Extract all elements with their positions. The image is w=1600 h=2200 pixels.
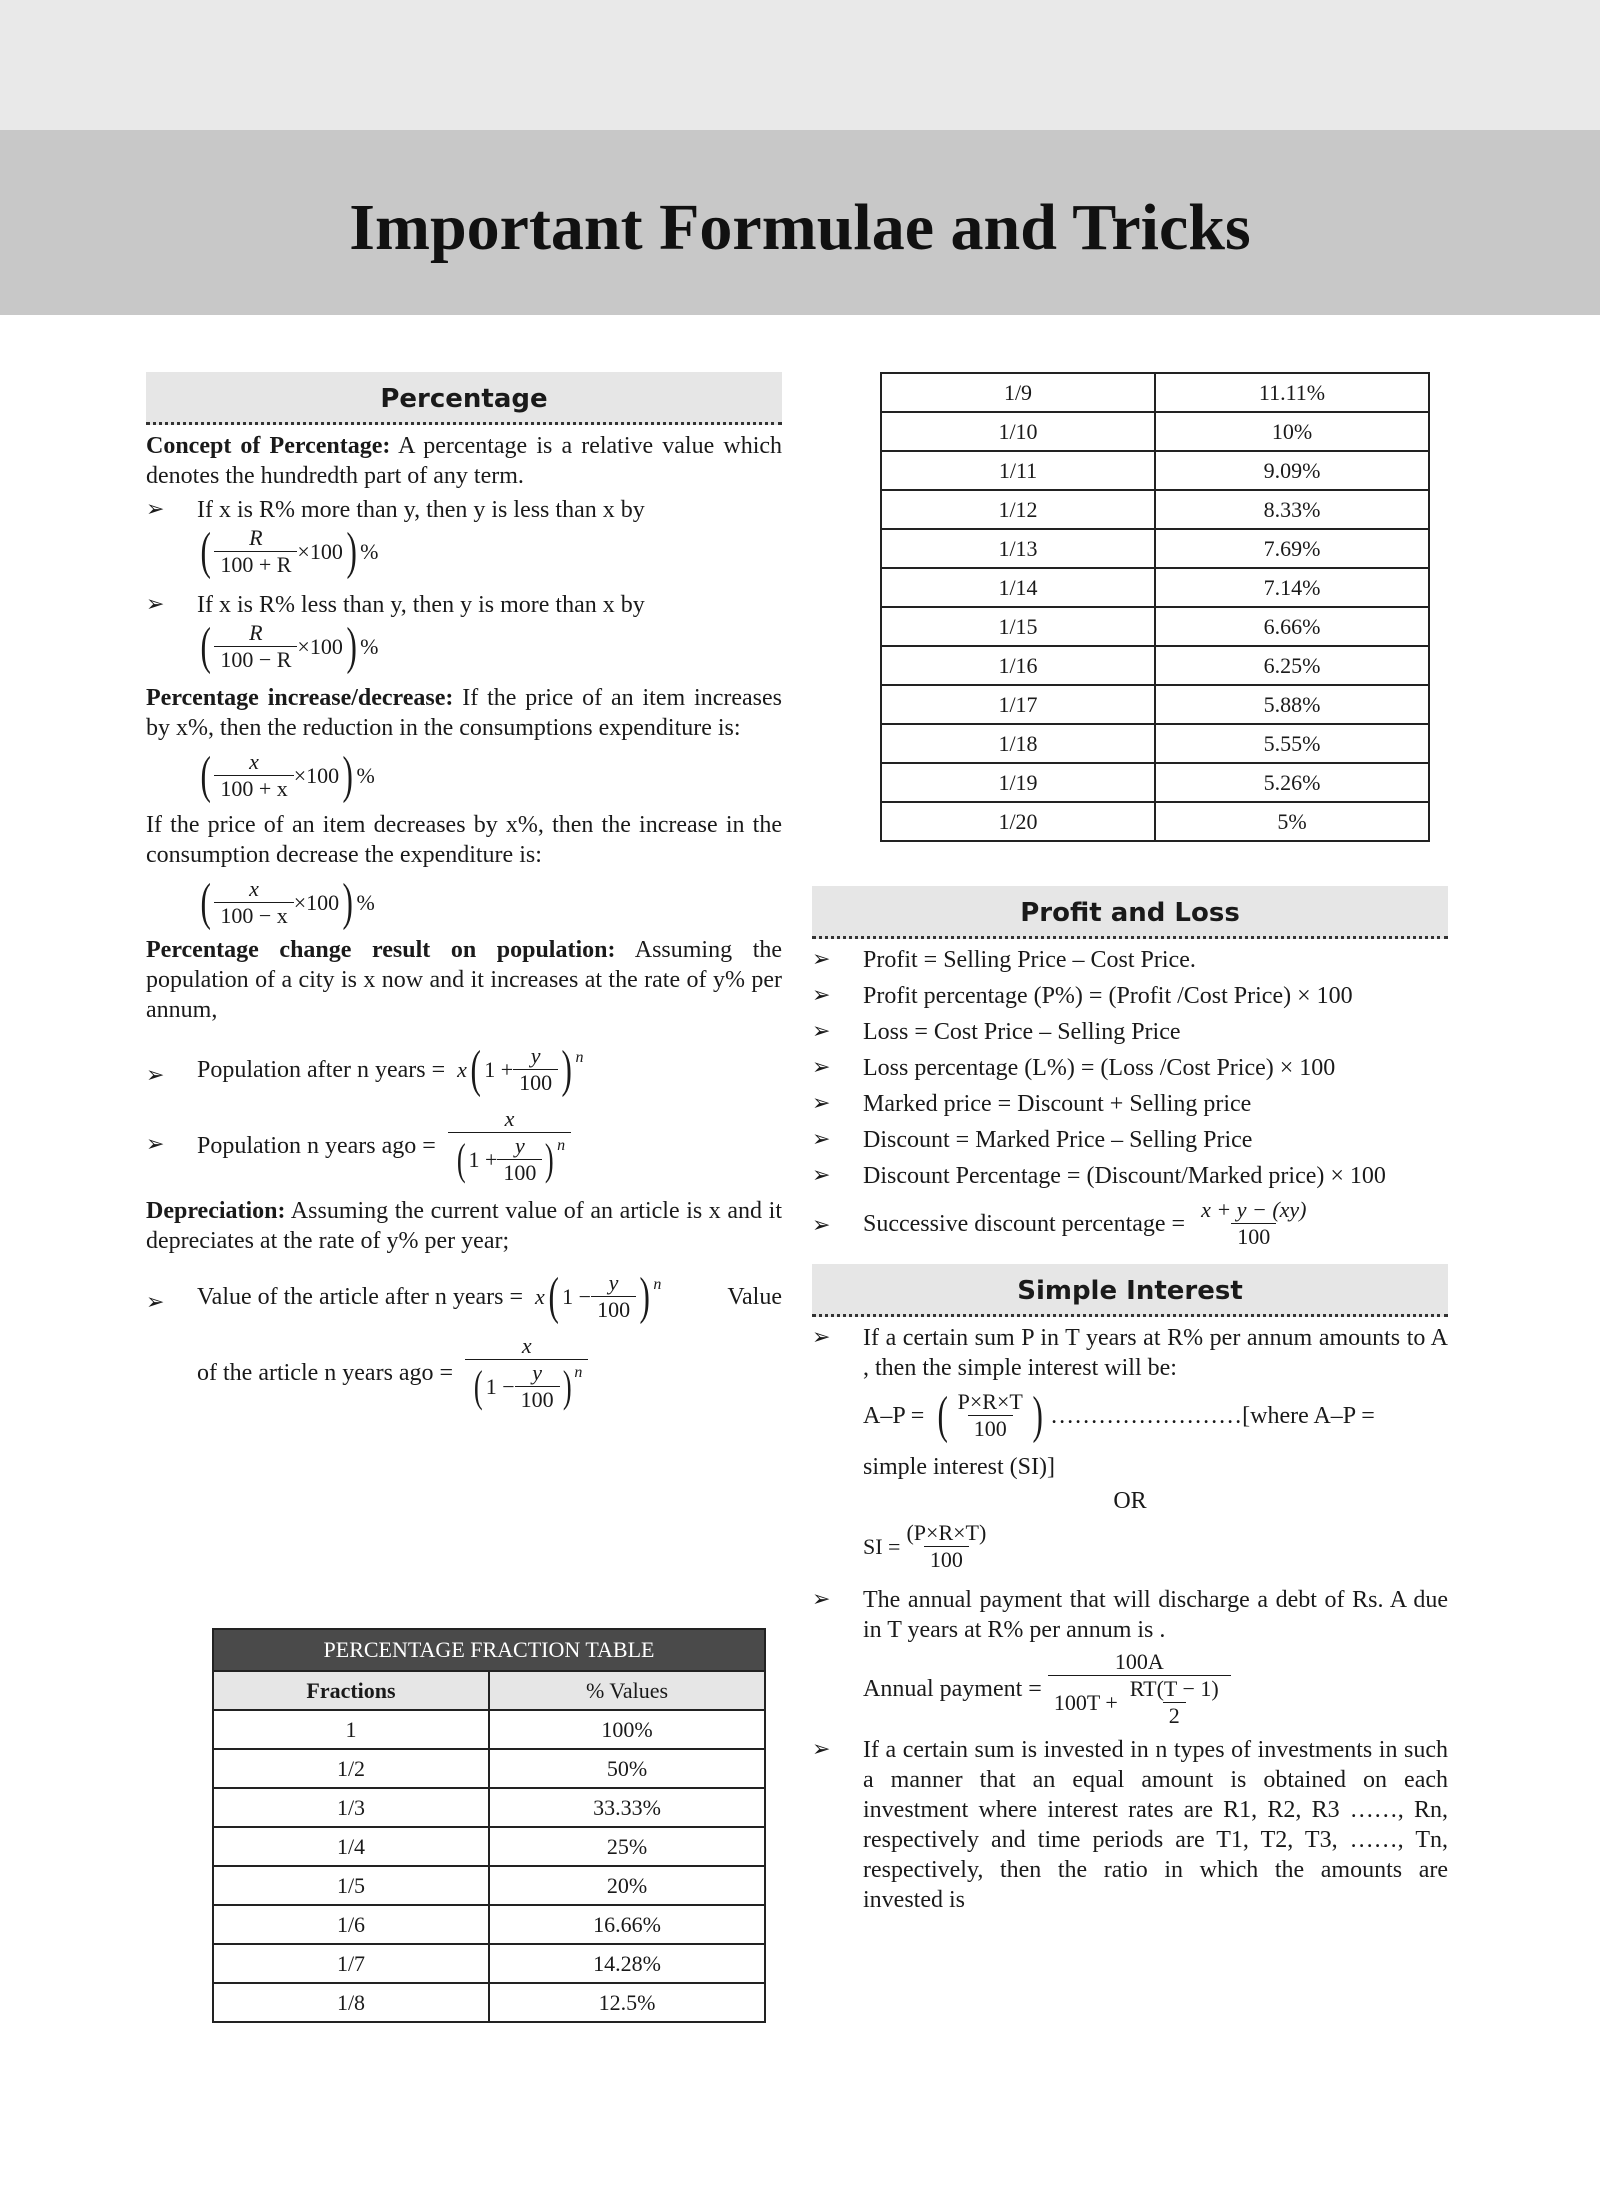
paren-right: ) [342,873,354,931]
fraction-cell: 1/10 [881,412,1155,451]
fraction [497,1133,542,1186]
fraction [214,525,297,578]
profit-loss-item-text: Loss = Cost Price – Selling Price [863,1019,1181,1045]
arrow-bullet-icon: ➢ [812,1019,831,1044]
bullet-annual-payment [812,1585,1448,1645]
numerator: x [249,749,259,774]
value-ago-label: of the article n years ago = [197,1360,454,1386]
profit-loss-item-text: Discount = Marked Price – Selling Price [863,1127,1253,1153]
fraction-cell: 1/5 [213,1866,489,1905]
arrow-bullet-icon: ➢ [146,1063,165,1088]
denominator-left: 100T + [1053,1689,1118,1715]
percent-value-cell: 11.11% [1155,373,1429,412]
numerator-y: y [515,1133,525,1158]
fraction-cell: 1/14 [881,568,1155,607]
arrow-bullet-icon: ➢ [812,1127,831,1152]
profit-loss-item-text: Discount Percentage = (Discount/Marked price) × 100 [863,1163,1386,1189]
arrow-bullet-icon: ➢ [146,497,165,522]
table-row [213,1710,765,1749]
denominator-100: 100 [591,1296,636,1323]
fraction-cell: 1/11 [881,451,1155,490]
successive-fraction [1195,1197,1312,1250]
population-paragraph [146,935,782,1025]
fraction-cell: 1/7 [213,1944,489,1983]
formula-base-x: x [535,1283,545,1309]
table-row [881,568,1429,607]
denominator-100: 100 [515,1386,560,1413]
inner-fraction [1124,1676,1225,1729]
fraction-cell: 1 [213,1710,489,1749]
or-separator: OR [1113,1488,1147,1514]
left-column [146,372,782,1413]
ap-formula-row [812,1386,1448,1444]
arrow-bullet-icon: ➢ [146,1132,165,1157]
profit-loss-item [812,981,1448,1011]
denominator [1048,1675,1231,1729]
paren-right: ) [562,1361,572,1411]
bullet-more-than [146,495,782,525]
profit-loss-item [812,1125,1448,1155]
paren-left: ( [474,1361,483,1411]
bullet-text: If x is R% more than y, then y is less than x by [197,497,645,523]
multiplier: ×100 [297,633,343,659]
table-row [213,1788,765,1827]
profit-loss-item [812,1161,1448,1191]
value-after-label: Value of the article after n years = [197,1283,524,1310]
formula-one-minus: 1 − [562,1283,592,1309]
column-header-values: % Values [489,1671,765,1710]
formula-increase [197,746,782,804]
denominator: 100 [1231,1223,1276,1250]
ap-tail: ……………………[where A–P = [1050,1402,1375,1429]
paren-right: ) [561,1040,573,1098]
fraction-cell: 1/20 [881,802,1155,841]
table-row [213,1749,765,1788]
right-column [812,886,1448,1915]
profit-loss-item [812,1017,1448,1047]
denominator-100: 100 [497,1159,542,1186]
population-ago-label: Population n years ago = [197,1133,436,1159]
numerator: (P×R×T) [906,1520,987,1545]
paren-left: ( [470,1040,481,1098]
arrow-bullet-icon: ➢ [812,1325,831,1350]
percent-value-cell: 6.25% [1155,646,1429,685]
table-row [881,529,1429,568]
exponent-n: n [653,1276,662,1293]
bullet-population-after [146,1040,782,1098]
fraction-cell: 1/17 [881,685,1155,724]
depreciation-paragraph [146,1196,782,1256]
population-label: Percentage change result on population: [146,937,616,963]
ap-label: A–P = [863,1402,925,1429]
percent-value-cell: 25% [489,1827,765,1866]
table-row [213,1827,765,1866]
incdec-text: If the price of an item increases by x%, then the reduction in the consumptions expenditure is: [146,685,782,741]
value-word: Value [727,1283,782,1310]
arrow-bullet-icon: ➢ [146,1290,165,1315]
paren-left: ( [200,617,211,675]
si-fraction [900,1520,992,1573]
bullet-population-ago [146,1106,782,1186]
paren-right: ) [342,746,354,804]
percent-value-cell: 5% [1155,802,1429,841]
table-row [213,1905,765,1944]
denominator-100: 100 [513,1069,558,1096]
top-band [0,0,1600,130]
fraction-cell: 1/16 [881,646,1155,685]
table-row [881,763,1429,802]
denominator: 100 − R [214,646,297,673]
denominator: 100 − x [214,902,293,929]
bullet-text: If x is R% less than y, then y is more than x by [197,592,645,618]
formula-one-minus: 1 − [485,1373,515,1399]
fraction [515,1360,560,1413]
table-row [881,802,1429,841]
percent-value-cell: 33.33% [489,1788,765,1827]
numerator-x: x [521,1333,532,1358]
multiplier: ×100 [293,889,340,915]
fraction-cell: 1/9 [881,373,1155,412]
bullet-less-than [146,590,782,620]
paren-right: ) [346,522,357,580]
profit-loss-item [812,1053,1448,1083]
arrow-bullet-icon: ➢ [812,1213,831,1238]
profit-loss-item-text: Marked price = Discount + Selling price [863,1091,1252,1117]
denominator: 100 + x [214,775,293,802]
arrow-bullet-icon: ➢ [812,983,831,1008]
fraction-cell: 1/8 [213,1983,489,2022]
paren-right: ) [545,1134,555,1184]
fraction-cell: 1/15 [881,607,1155,646]
exponent-n: n [557,1137,566,1154]
annual-payment-label: Annual payment = [863,1676,1042,1702]
numerator: 100A [1114,1649,1164,1674]
population-text: Assuming the population of a city is x now and it increases at the rate of y% per annum, [146,937,783,1023]
denominator-power [465,1359,588,1413]
percent-value-cell: 5.55% [1155,724,1429,763]
percent-value-cell: 50% [489,1749,765,1788]
numerator: x + y − (xy) [1201,1197,1307,1222]
bullet-text: If a certain sum P in T years at R% per annum amounts to A , then the simple interest will be: [863,1325,1448,1381]
profit-loss-item [812,1089,1448,1119]
paren-left: ( [456,1134,466,1184]
table-row [213,1866,765,1905]
percent-sign: % [356,889,375,915]
depreciation-text: Assuming the current value of an article is x and it depreciates at the rate of y% per year; [146,1198,782,1254]
multiplier: ×100 [297,538,343,564]
column-header-fractions: Fractions [213,1671,489,1710]
population-after-label: Population after n years = [197,1056,446,1083]
si-formula-row [812,1520,1448,1573]
percent-value-cell: 6.66% [1155,607,1429,646]
profit-loss-item-text: Profit percentage (P%) = (Profit /Cost Price) × 100 [863,983,1353,1009]
percent-value-cell: 7.14% [1155,568,1429,607]
table-row [881,490,1429,529]
inner-denominator: 2 [1163,1702,1186,1729]
fraction-cell: 1/19 [881,763,1155,802]
formula-less-than [197,617,782,675]
paren-right: ) [1032,1386,1043,1444]
multiplier: ×100 [293,762,340,788]
arrow-bullet-icon: ➢ [812,1055,831,1080]
table-row [881,451,1429,490]
table-row [881,646,1429,685]
fraction-large [465,1333,588,1413]
percent-value-cell: 8.33% [1155,490,1429,529]
successive-label: Successive discount percentage = [863,1210,1186,1237]
numerator: P×R×T [957,1389,1023,1414]
table-row [881,724,1429,763]
concept-text: A percentage is a relative value which denotes the hundredth part of any term. [146,433,783,489]
inner-numerator: RT(T − 1) [1129,1676,1219,1701]
numerator: R [249,525,263,550]
arrow-bullet-icon: ➢ [812,1091,831,1116]
profit-loss-heading: Profit and Loss [812,886,1448,939]
profit-loss-item-text: Loss percentage (L%) = (Loss /Cost Price) × 100 [863,1055,1336,1081]
percent-value-cell: 7.69% [1155,529,1429,568]
table-row [213,1983,765,2022]
percent-sign: % [356,762,375,788]
fraction-cell: 1/18 [881,724,1155,763]
fraction [214,876,293,929]
exponent-n: n [574,1364,583,1381]
fraction-cell: 1/6 [213,1905,489,1944]
percent-value-cell: 5.88% [1155,685,1429,724]
paren-left: ( [200,873,211,931]
arrow-bullet-icon: ➢ [812,1163,831,1188]
ap-fraction [952,1389,1029,1442]
percent-value-cell: 14.28% [489,1944,765,1983]
bullet-investment-ratio [812,1735,1448,1915]
fraction-cell: 1/3 [213,1788,489,1827]
denominator: 100 [968,1415,1013,1442]
incdec-label: Percentage increase/decrease: [146,685,454,711]
value-ago-row [146,1333,782,1413]
fraction-table-title: PERCENTAGE FRACTION TABLE [213,1629,765,1671]
percent-value-cell: 9.09% [1155,451,1429,490]
percent-value-cell: 12.5% [489,1983,765,2022]
fraction-cell: 1/4 [213,1827,489,1866]
percent-value-cell: 20% [489,1866,765,1905]
fraction [214,620,297,673]
percentage-fraction-table [212,1628,766,2023]
fraction-table-body-left [213,1710,765,2022]
percentage-heading: Percentage [146,372,782,425]
formula-more-than [197,522,782,580]
bullet-successive-discount [812,1197,1448,1250]
arrow-bullet-icon: ➢ [812,1737,831,1762]
table-row [881,412,1429,451]
table-row [881,685,1429,724]
numerator-y: y [532,1360,543,1385]
numerator: R [249,620,263,645]
profit-loss-item-text: Profit = Selling Price – Cost Price. [863,947,1196,973]
bullet-value-after [146,1267,782,1325]
percent-value-cell: 10% [1155,412,1429,451]
annual-payment-formula [812,1649,1448,1729]
fraction-table-body-right [881,373,1429,841]
fraction [214,749,293,802]
profit-loss-item [812,945,1448,975]
table-row [881,373,1429,412]
paren-right: ) [639,1267,650,1325]
annual-payment-fraction [1048,1649,1231,1729]
paren-left: ( [937,1386,949,1444]
numerator-y: y [608,1270,619,1295]
fraction-cell: 1/12 [881,490,1155,529]
percentage-fraction-table-continued [880,372,1430,842]
exponent-n: n [575,1049,584,1066]
bullet-text: The annual payment that will discharge a debt of Rs. A due in T years at R% per annum is . [863,1587,1448,1643]
table-row [213,1944,765,1983]
numerator: x [249,876,259,901]
profit-loss-list [812,945,1448,1191]
fraction-cell: 1/13 [881,529,1155,568]
ap-tail-continued: simple interest (SI)] [863,1454,1055,1480]
page-title: Important Formulae and Tricks [349,191,1251,264]
bullet-text: If a certain sum is invested in n types of investments in such a manner that an equal amount is obtained on each investment where interest rates are R1, R2, R3 ……, Rn, respectively and time periods are T1, T2, T3, ……, Tn, respectively, then the ratio in which the amounts are invested is [863,1737,1448,1913]
concept-paragraph [146,431,782,491]
percent-value-cell: 100% [489,1710,765,1749]
fraction [513,1043,558,1096]
formula-one-plus: 1 + [484,1056,514,1082]
depreciation-label: Depreciation: [146,1198,286,1224]
table-row [881,607,1429,646]
incdec-paragraph [146,683,782,743]
simple-interest-heading: Simple Interest [812,1264,1448,1317]
paren-left: ( [200,746,211,804]
percent-value-cell: 16.66% [489,1905,765,1944]
fraction-cell: 1/2 [213,1749,489,1788]
fraction [591,1270,636,1323]
fraction-large [448,1106,571,1186]
formula-base-x: x [457,1056,467,1082]
percent-sign: % [360,633,379,659]
bullet-si-definition [812,1323,1448,1383]
paren-left: ( [548,1267,559,1325]
arrow-bullet-icon: ➢ [146,592,165,617]
numerator-y: y [530,1043,541,1068]
numerator-x: x [504,1106,515,1131]
arrow-bullet-icon: ➢ [812,947,831,972]
formula-decrease [197,873,782,931]
si-label: SI = [863,1533,901,1559]
formula-one-plus: 1 + [468,1146,498,1172]
percent-sign: % [360,538,379,564]
arrow-bullet-icon: ➢ [812,1587,831,1612]
denominator: 100 + R [214,551,297,578]
denominator: 100 [924,1546,969,1573]
percent-value-cell: 5.26% [1155,763,1429,802]
denominator-power [448,1132,571,1186]
decrease-paragraph: If the price of an item decreases by x%, then the increase in the consumption decrease the expenditure is: [146,812,782,868]
paren-right: ) [346,617,357,675]
concept-label: Concept of Percentage: [146,433,391,459]
paren-left: ( [200,522,211,580]
